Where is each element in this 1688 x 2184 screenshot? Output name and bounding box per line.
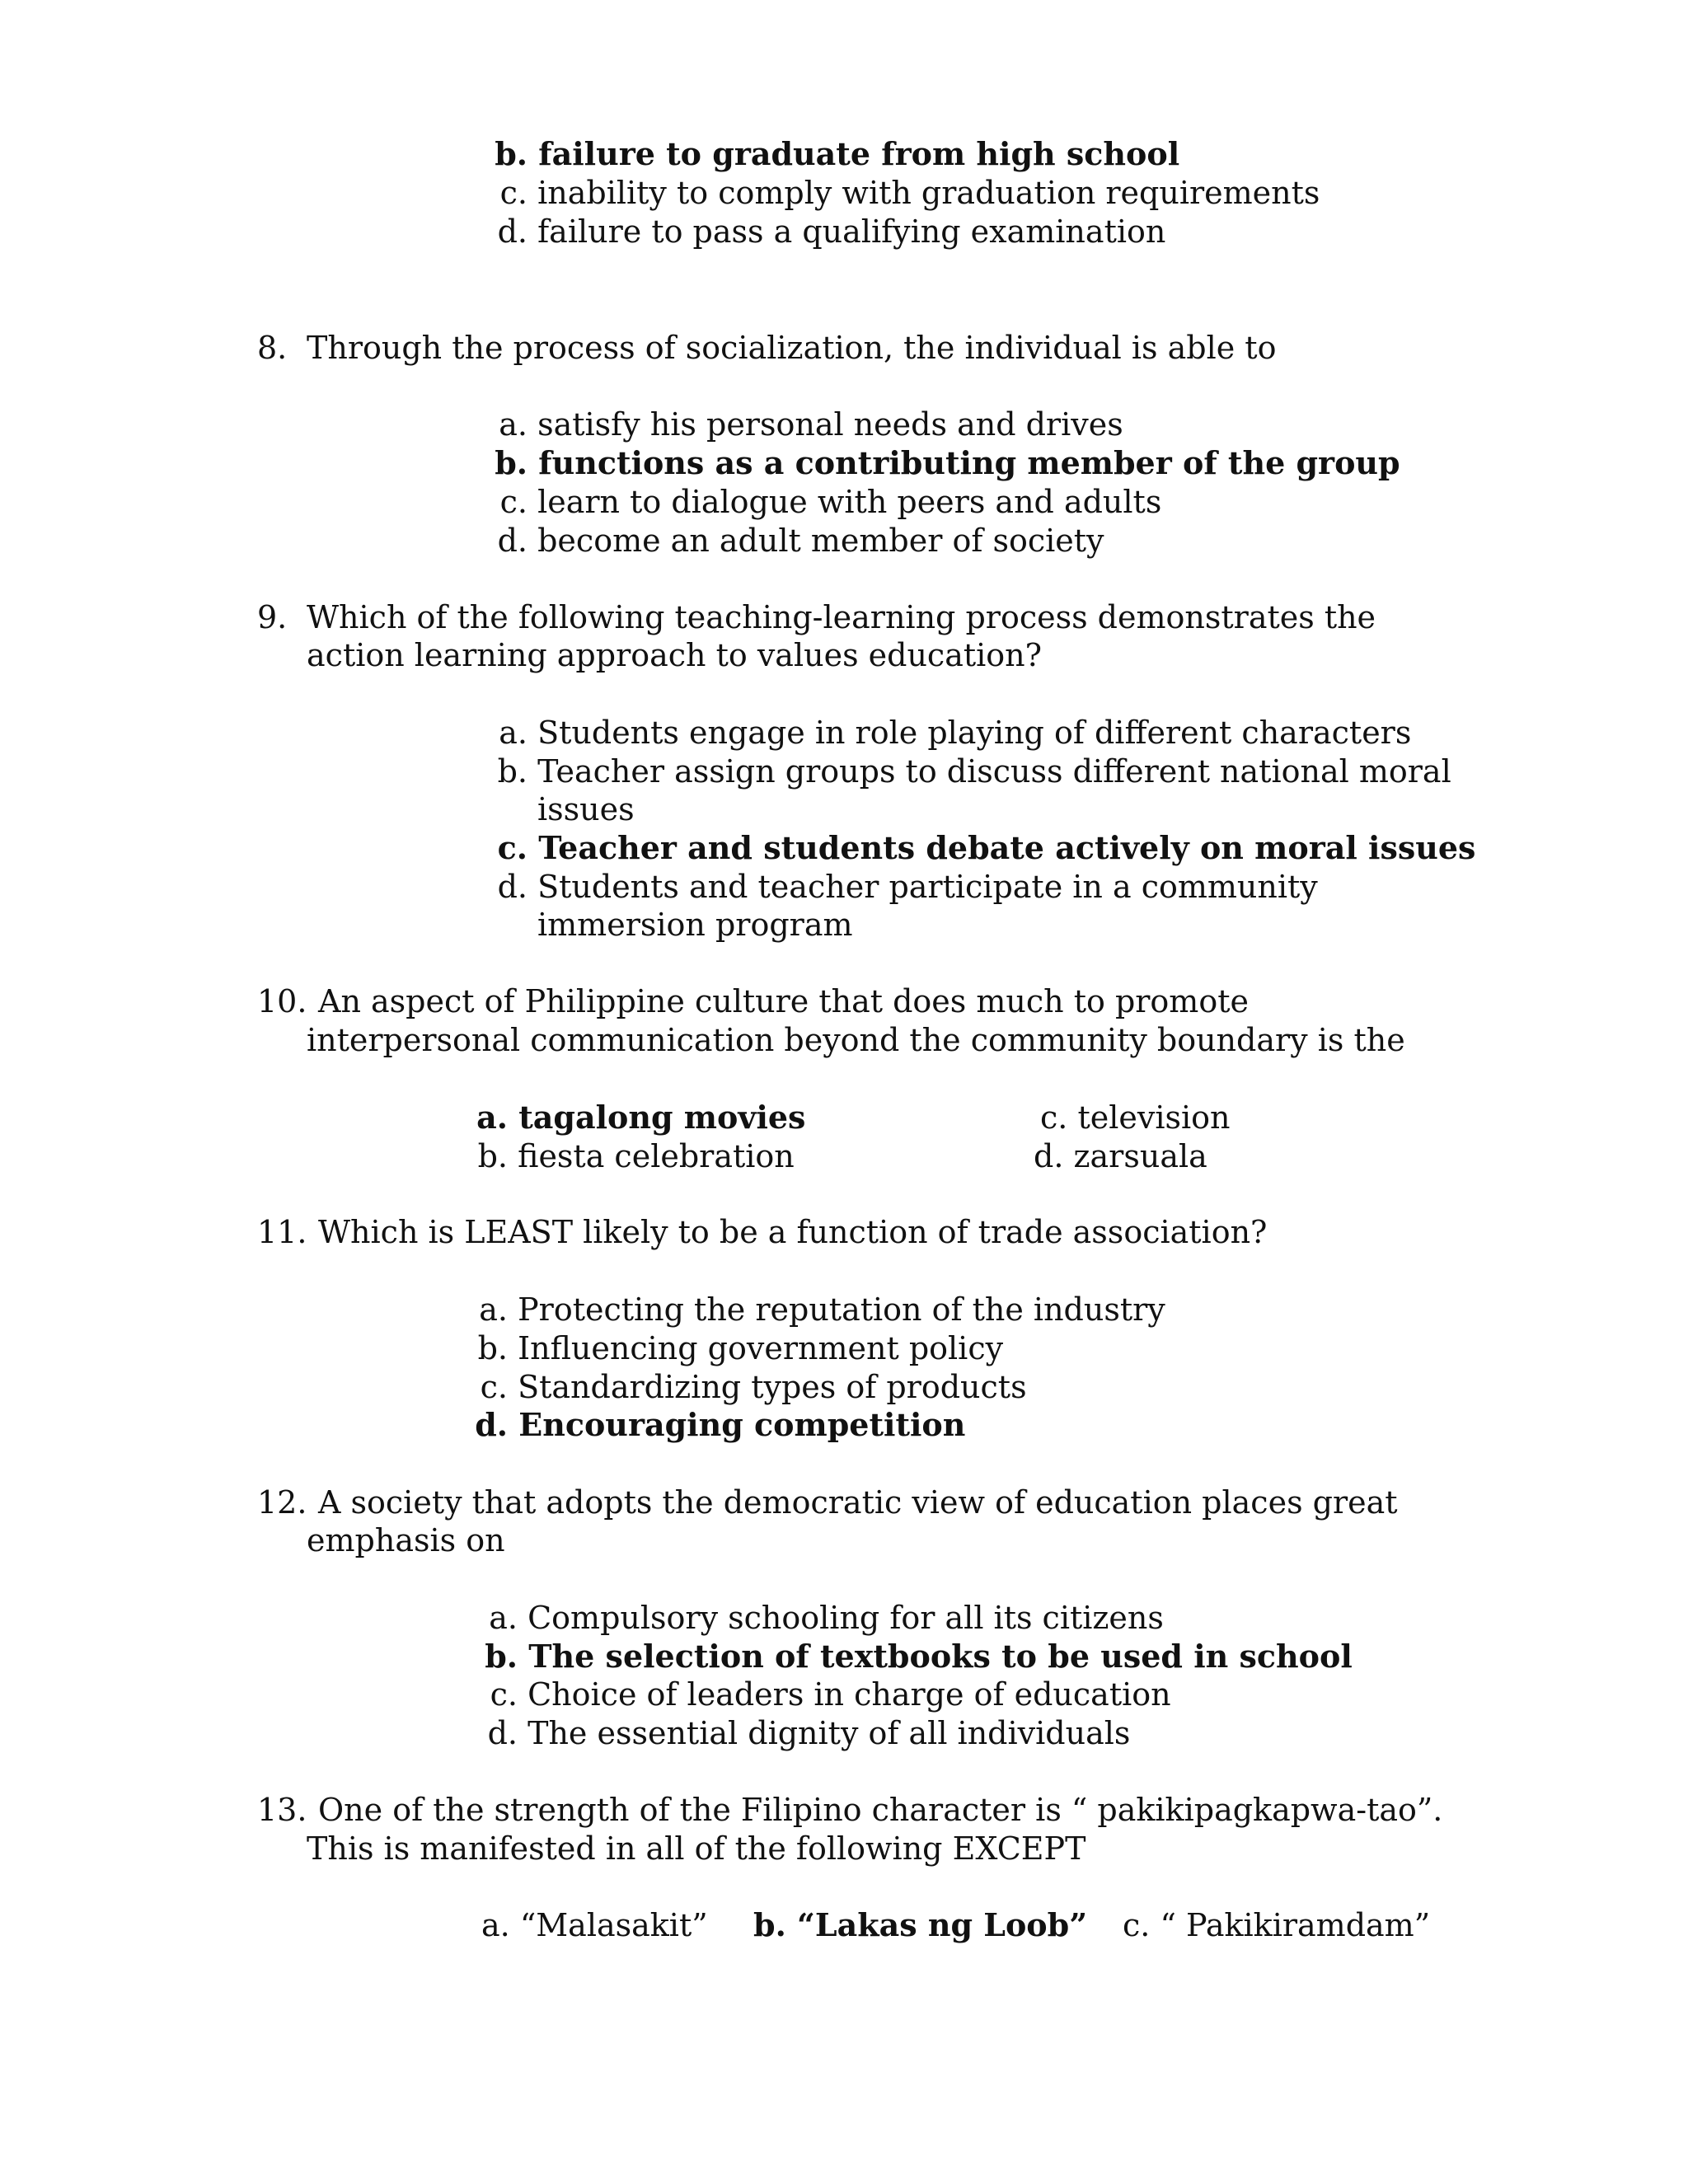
option-letter: a. (499, 715, 528, 751)
option-13a (481, 1906, 708, 1944)
option-letter: d. (497, 213, 528, 250)
option-letter: c. (497, 829, 528, 866)
question-stem: One of the strength of the Filipino character is “ pakikipagkapwa-tao”. (318, 1792, 1443, 1828)
option-9b-continued: issues (537, 791, 635, 827)
question-stem: Which is LEAST likely to be a function of trade association? (318, 1214, 1268, 1250)
option-9b (478, 752, 1451, 790)
option-letter: b. (477, 1330, 508, 1366)
option-text: satisfy his personal needs and drives (537, 406, 1123, 443)
option-text: Compulsory schooling for all its citizens (528, 1600, 1164, 1636)
option-letter: c. (480, 1369, 508, 1405)
option-letter: c. (499, 484, 528, 520)
option-text: tagalong movies (518, 1099, 806, 1136)
option-letter: a. (499, 406, 528, 443)
option-letter: a. (489, 1600, 518, 1636)
question-number: 8. (257, 330, 288, 366)
option-letter: a. (481, 1907, 510, 1943)
option-text: become an adult member of society (537, 523, 1104, 559)
option-13c (1123, 1906, 1430, 1944)
option-7d (478, 213, 1165, 251)
question-number: 12. (257, 1484, 307, 1521)
option-11d (458, 1406, 965, 1444)
option-letter: d. (475, 1406, 508, 1443)
option-11c (458, 1368, 1027, 1406)
option-text: Choice of leaders in charge of education (528, 1676, 1171, 1713)
option-letter: b. (495, 444, 528, 481)
option-12b (468, 1638, 1353, 1675)
option-10d (1034, 1137, 1207, 1175)
question-stem: A society that adopts the democratic view of education places great (318, 1484, 1398, 1521)
option-9d-continued: immersion program (537, 907, 853, 943)
option-text: Teacher assign groups to discuss different national moral (537, 753, 1451, 790)
option-12c (468, 1675, 1171, 1713)
option-text: Influencing government policy (518, 1330, 1004, 1366)
option-letter: a. (476, 1099, 508, 1136)
option-9c (478, 829, 1475, 867)
option-text: “Lakas ng Loob” (797, 1906, 1088, 1943)
option-11a (458, 1291, 1165, 1329)
option-letter: b. (497, 753, 528, 790)
question-stem: Through the process of socialization, the individual is able to (307, 330, 1277, 366)
option-10a (458, 1099, 805, 1137)
option-8d (478, 522, 1104, 560)
option-text: Teacher and students debate actively on moral issues (538, 829, 1476, 866)
option-text: Encouraging competition (518, 1406, 966, 1443)
option-text: failure to graduate from high school (538, 135, 1180, 172)
option-letter: d. (497, 523, 528, 559)
option-text: zarsuala (1073, 1138, 1207, 1174)
question-stem: This is manifested in all of the following EXCEPT (307, 1830, 1086, 1867)
option-7b (478, 135, 1179, 173)
option-12d (468, 1714, 1130, 1752)
option-text: The selection of textbooks to be used in school (528, 1638, 1353, 1675)
option-text: functions as a contributing member of the group (538, 444, 1400, 481)
option-text: The essential dignity of all individuals (528, 1715, 1131, 1751)
option-text: failure to pass a qualifying examination (537, 213, 1166, 250)
option-letter: d. (1034, 1138, 1064, 1174)
option-13b (753, 1906, 1087, 1944)
option-letter: b. (495, 135, 528, 172)
option-text: fiesta celebration (518, 1138, 795, 1174)
option-12a (468, 1599, 1164, 1637)
option-letter: c. (1040, 1099, 1068, 1136)
option-7c (478, 174, 1320, 212)
option-text: inability to comply with graduation requirements (537, 175, 1320, 211)
option-text: Standardizing types of products (518, 1369, 1027, 1405)
option-9d (478, 868, 1318, 906)
option-letter: c. (490, 1676, 518, 1713)
option-text: learn to dialogue with peers and adults (537, 484, 1162, 520)
option-text: Students engage in role playing of different characters (537, 715, 1412, 751)
question-stem: An aspect of Philippine culture that does much to promote (318, 983, 1249, 1019)
option-9a (478, 714, 1411, 752)
option-letter: d. (497, 869, 528, 905)
option-10c (1040, 1099, 1231, 1137)
question-stem: action learning approach to values education? (307, 637, 1043, 673)
question-stem: interpersonal communication beyond the community boundary is the (307, 1022, 1405, 1058)
option-letter: b. (753, 1906, 786, 1943)
question-number: 9. (257, 599, 288, 635)
question-number: 11. (257, 1214, 307, 1250)
option-text: “ Pakikiramdam” (1160, 1907, 1431, 1943)
option-11b (458, 1329, 1003, 1367)
option-letter: a. (479, 1291, 508, 1328)
option-letter: d. (487, 1715, 518, 1751)
option-8c (478, 483, 1161, 521)
question-stem: emphasis on (307, 1522, 505, 1558)
option-letter: b. (485, 1638, 518, 1675)
option-8b (478, 444, 1400, 482)
option-letter: c. (1123, 1907, 1151, 1943)
option-text: television (1077, 1099, 1231, 1136)
option-text: “Malasakit” (519, 1907, 708, 1943)
question-stem: Which of the following teaching-learning process demonstrates the (307, 599, 1376, 635)
option-letter: c. (499, 175, 528, 211)
option-letter: b. (477, 1138, 508, 1174)
option-10b (458, 1137, 795, 1175)
option-text: Students and teacher participate in a community (537, 869, 1318, 905)
question-number: 13. (257, 1792, 307, 1828)
question-number: 10. (257, 983, 307, 1019)
option-text: Protecting the reputation of the industry (518, 1291, 1165, 1328)
option-8a (478, 405, 1123, 443)
